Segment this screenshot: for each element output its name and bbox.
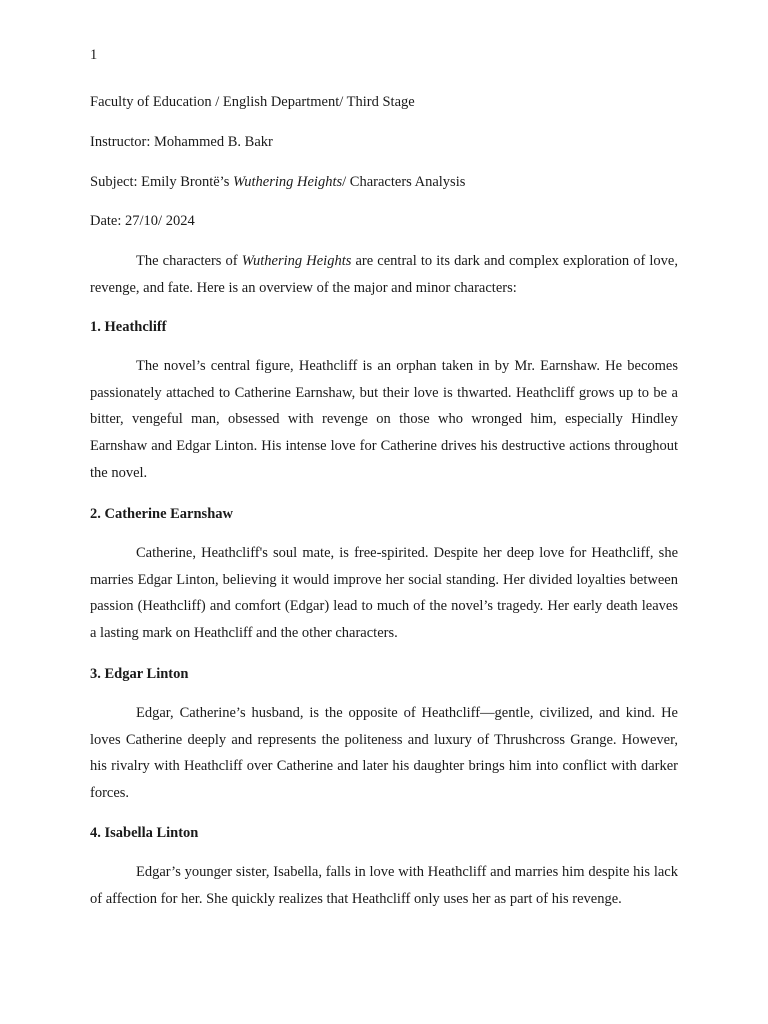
section-body-catherine: Catherine, Heathcliff's soul mate, is free-spirited. Despite her deep love for Heathcliff, she marries Edgar Linton, believing it would improve her social standing. Her divided loyalties between passion (Heathcliff) and comfort (Edgar) lead to much of the novel’s tragedy. Her early death leaves a lasting mark on Heathcliff and the other characters. <box>90 545 678 642</box>
intro-title: Wuthering Heights <box>241 253 352 269</box>
section-heading-heathcliff: 1. Heathcliff <box>90 319 167 335</box>
intro-suffix: are central to its dark and complex exploration of love, revenge, and fate. Here is an overview of the major and minor characters: <box>90 253 678 296</box>
subject-suffix: / Characters Analysis <box>342 174 466 190</box>
section-heading-catherine: 2. Catherine Earnshaw <box>90 506 233 522</box>
subject-line <box>90 173 465 191</box>
instructor-line: Instructor: Mohammed B. Bakr <box>90 134 273 150</box>
page-number: 1 <box>90 47 98 63</box>
subject-title: Wuthering Heights <box>232 174 343 190</box>
date-line: Date: 27/10/ 2024 <box>90 213 195 229</box>
section-body-isabella: Edgar’s younger sister, Isabella, falls in love with Heathcliff and marries him despite his lack of affection for her. She quickly realizes that Heathcliff only uses her as part of his revenge. <box>90 864 678 907</box>
section-heading-isabella: 4. Isabella Linton <box>90 825 199 841</box>
intro-paragraph <box>90 248 678 301</box>
section-body-edgar: Edgar, Catherine’s husband, is the opposite of Heathcliff—gentle, civilized, and kind. He loves Catherine deeply and represents the politeness and luxury of Thrushcross Grange. However, his rivalry with Heathcliff over Catherine and later his daughter brings him into conflict with darker forces. <box>90 705 678 802</box>
intro-prefix: The characters of <box>136 253 242 269</box>
subject-prefix: Subject: Emily Brontë’s <box>90 174 233 190</box>
section-body-heathcliff: The novel’s central figure, Heathcliff is an orphan taken in by Mr. Earnshaw. He becomes passionately attached to Catherine Earnshaw, but their love is thwarted. Heathcliff grows up to be a bitter, vengeful man, obsessed with revenge on those who wronged him, especially Hindley Earnshaw and Edgar Linton. His intense love for Catherine drives his destructive actions throughout the novel. <box>90 358 678 481</box>
section-heading-edgar: 3. Edgar Linton <box>90 666 189 682</box>
faculty-line: Faculty of Education / English Department/ Third Stage <box>90 94 415 110</box>
